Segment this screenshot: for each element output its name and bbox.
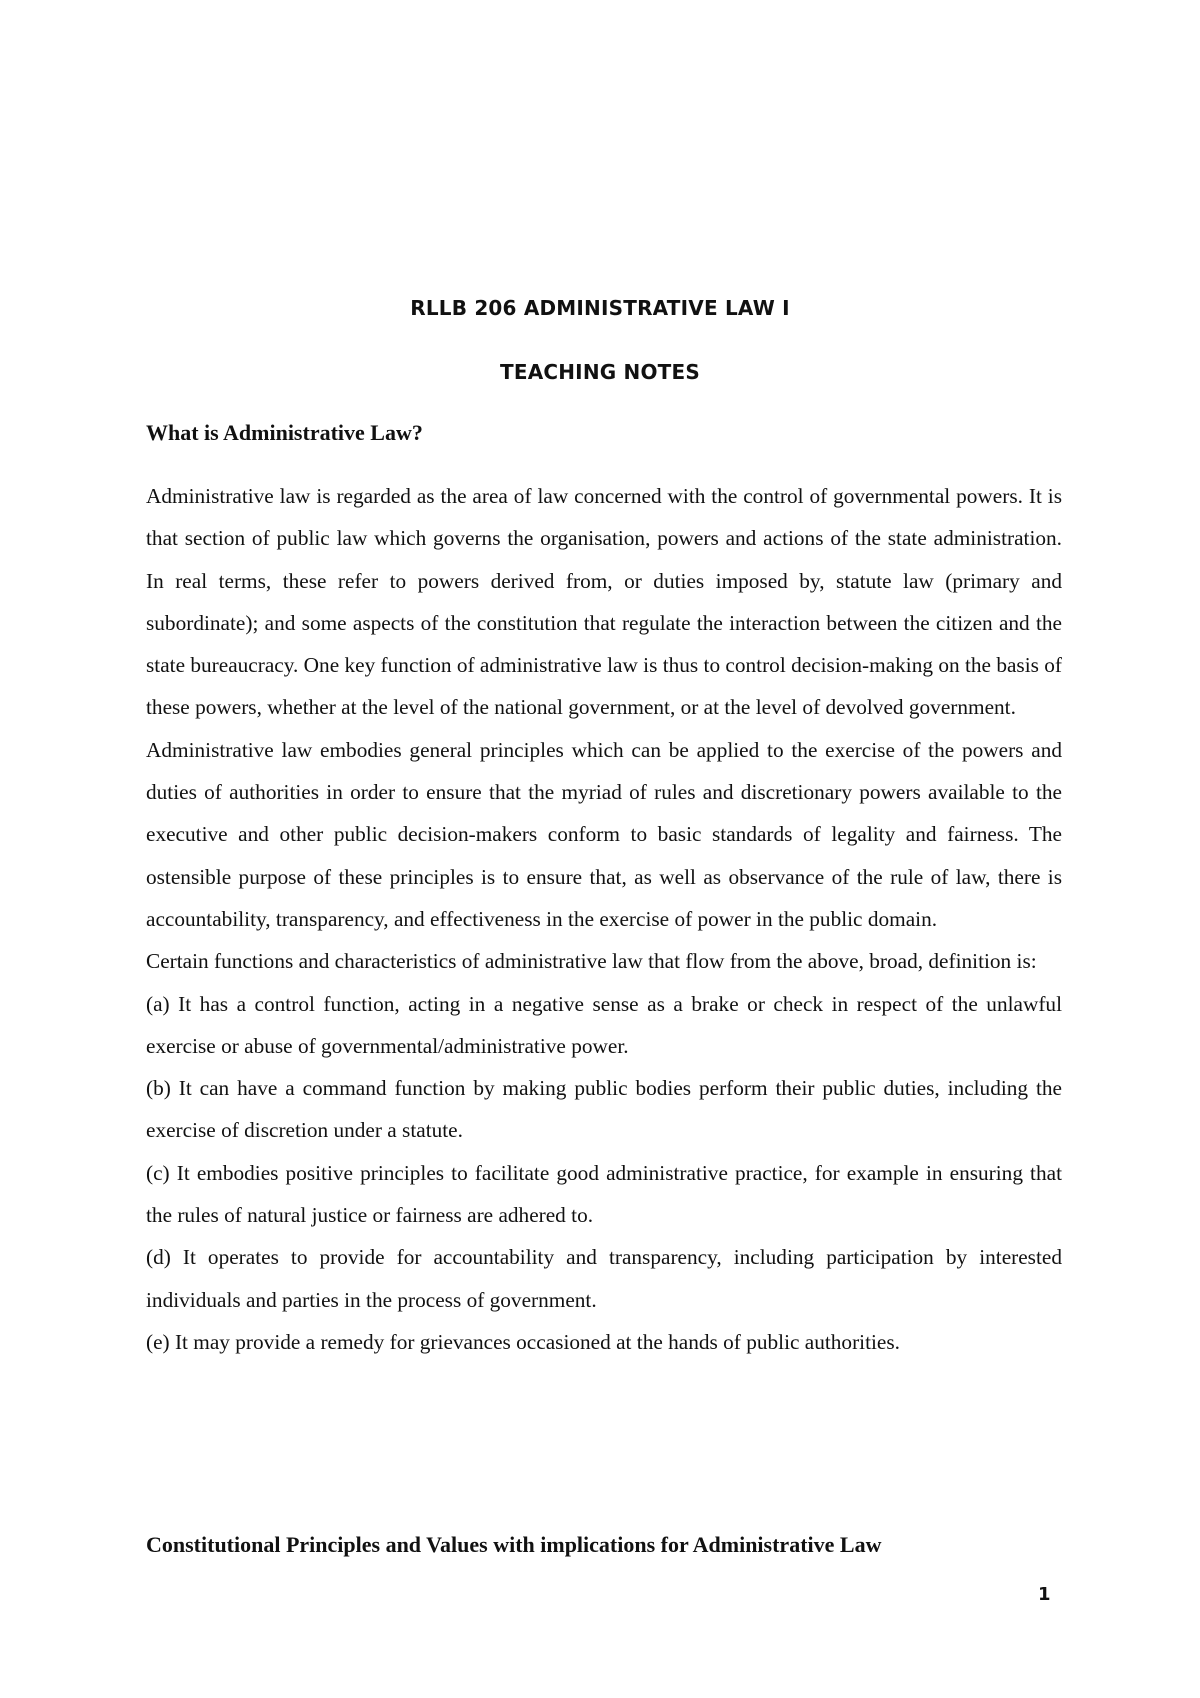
list-item-c: (c) It embodies positive principles to facilitate good administrative practice, for example in ensuring that the rules of natural justice or fairness are adhered to.	[146, 1160, 1062, 1228]
paragraph-functions-intro: Certain functions and characteristics of administrative law that flow from the above, broad, definition is:	[146, 949, 1037, 974]
paragraph-definition: Administrative law is regarded as the area of law concerned with the control of governmental powers. It is that section of public law which governs the organisation, powers and actions of the state administration. In real terms, these refer to powers derived from, or duties imposed by, statute law (primary and subordinate); and some aspects of the constitution that regulate the interaction between the citizen and the state bureaucracy. One key function of administrative law is thus to control decision-making on the basis of these powers, whether at the level of the national government, or at the level of devolved government.	[146, 484, 1062, 720]
list-item-e: (e) It may provide a remedy for grievances occasioned at the hands of public authorities.	[146, 1329, 900, 1354]
document-title: RLLB 206 ADMINISTRATIVE LAW I	[410, 296, 790, 320]
document-subtitle: TEACHING NOTES	[499, 360, 700, 384]
body-text	[146, 475, 1062, 1363]
section-heading-what-is-administrative-law: What is Administrative Law?	[146, 420, 423, 445]
list-item-a: (a) It has a control function, acting in a negative sense as a brake or check in respect of the unlawful exercise or abuse of governmental/administrative power.	[146, 991, 1062, 1058]
section-heading-constitutional-principles: Constitutional Principles and Values with implications for Administrative Law	[146, 1532, 882, 1557]
list-item-b: (b) It can have a command function by making public bodies perform their public duties, including the exercise of discretion under a statute.	[146, 1076, 1062, 1143]
page-number: 1	[1038, 1584, 1051, 1605]
list-item-d: (d) It operates to provide for accountability and transparency, including participation by interested individuals and parties in the process of government.	[146, 1245, 1062, 1312]
paragraph-general-principles: Administrative law embodies general principles which can be applied to the exercise of the powers and duties of authorities in order to ensure that the myriad of rules and discretionary powers available to the executive and other public decision-makers conform to basic standards of legality and fairness. The ostensible purpose of these principles is to ensure that, as well as observance of the rule of law, there is accountability, transparency, and effectiveness in the exercise of power in the public domain.	[146, 737, 1062, 931]
